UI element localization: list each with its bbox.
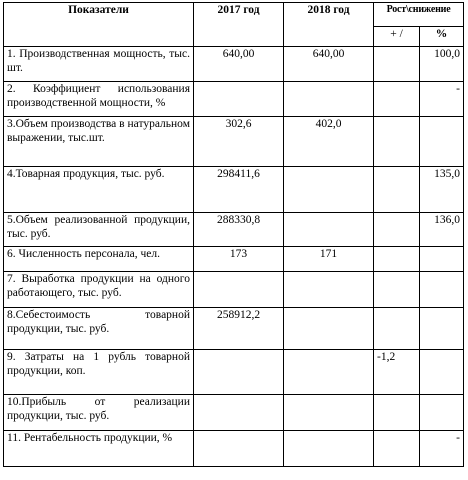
cell-abs-change bbox=[374, 431, 420, 467]
table-row bbox=[4, 117, 464, 167]
cell-pct-change: - bbox=[420, 82, 464, 117]
cell-pct-change bbox=[420, 308, 464, 350]
table-row bbox=[4, 431, 464, 467]
table-row bbox=[4, 213, 464, 247]
cell-2018 bbox=[284, 395, 374, 431]
row-name: 8.Себестоимость товарной продукции, тыс. руб. bbox=[4, 308, 194, 350]
cell-pct-change bbox=[420, 395, 464, 431]
cell-2018: 402,0 bbox=[284, 117, 374, 167]
cell-2018: 171 bbox=[284, 247, 374, 272]
cell-abs-change bbox=[374, 47, 420, 82]
row-name: 7. Выработка продукции на одного работающего, тыс. руб. bbox=[4, 272, 194, 308]
row-name: 6. Численность персонала, чел. bbox=[4, 247, 194, 272]
cell-pct-change: 135,0 bbox=[420, 167, 464, 213]
cell-pct-change: - bbox=[420, 431, 464, 467]
cell-abs-change: -1,2 bbox=[374, 350, 420, 395]
cell-abs-change bbox=[374, 82, 420, 117]
row-name: 4.Товарная продукция, тыс. руб. bbox=[4, 167, 194, 213]
table-row bbox=[4, 82, 464, 117]
row-name: 5.Объем реализованной продукции, тыс. руб. bbox=[4, 213, 194, 247]
cell-pct-change: 100,0 bbox=[420, 47, 464, 82]
table-row bbox=[4, 247, 464, 272]
header-indicators: Показатели bbox=[4, 3, 194, 47]
row-name: 9. Затраты на 1 рубль товарной продукции, коп. bbox=[4, 350, 194, 395]
indicators-table-container bbox=[3, 2, 464, 467]
cell-2018 bbox=[284, 213, 374, 247]
cell-2018: 640,00 bbox=[284, 47, 374, 82]
cell-2017: 173 bbox=[194, 247, 284, 272]
header-row bbox=[4, 3, 464, 27]
cell-2018 bbox=[284, 431, 374, 467]
header-growth: Рост\снижение bbox=[374, 3, 464, 27]
indicators-table bbox=[3, 2, 464, 467]
cell-pct-change bbox=[420, 350, 464, 395]
cell-2018 bbox=[284, 308, 374, 350]
table-row bbox=[4, 272, 464, 308]
cell-2017: 640,00 bbox=[194, 47, 284, 82]
cell-pct-change bbox=[420, 272, 464, 308]
cell-pct-change bbox=[420, 117, 464, 167]
cell-2017 bbox=[194, 395, 284, 431]
cell-2017: 298411,6 bbox=[194, 167, 284, 213]
cell-2018 bbox=[284, 350, 374, 395]
cell-2018 bbox=[284, 272, 374, 308]
cell-2017: 302,6 bbox=[194, 117, 284, 167]
row-name: 10.Прибыль от реализации продукции, тыс. руб. bbox=[4, 395, 194, 431]
cell-abs-change bbox=[374, 395, 420, 431]
cell-2017: 288330,8 bbox=[194, 213, 284, 247]
table-row bbox=[4, 395, 464, 431]
header-pct-change: % bbox=[420, 27, 464, 47]
table-row bbox=[4, 308, 464, 350]
cell-abs-change bbox=[374, 308, 420, 350]
row-name: 2. Коэффициент использования производственной мощности, % bbox=[4, 82, 194, 117]
cell-2018 bbox=[284, 167, 374, 213]
cell-2017 bbox=[194, 350, 284, 395]
cell-abs-change bbox=[374, 117, 420, 167]
header-2018: 2018 год bbox=[284, 3, 374, 47]
header-abs-change: + / bbox=[374, 27, 420, 47]
cell-2017 bbox=[194, 272, 284, 308]
cell-2018 bbox=[284, 82, 374, 117]
row-name: 11. Рентабельность продукции, % bbox=[4, 431, 194, 467]
row-name: 3.Объем производства в натуральном выражении, тыс.шт. bbox=[4, 117, 194, 167]
header-2017: 2017 год bbox=[194, 3, 284, 47]
cell-2017: 258912,2 bbox=[194, 308, 284, 350]
cell-pct-change: 136,0 bbox=[420, 213, 464, 247]
table-row bbox=[4, 167, 464, 213]
cell-abs-change bbox=[374, 247, 420, 272]
table-row bbox=[4, 350, 464, 395]
cell-2017 bbox=[194, 82, 284, 117]
cell-pct-change bbox=[420, 247, 464, 272]
cell-abs-change bbox=[374, 272, 420, 308]
cell-abs-change bbox=[374, 213, 420, 247]
cell-abs-change bbox=[374, 167, 420, 213]
cell-2017 bbox=[194, 431, 284, 467]
table-row bbox=[4, 47, 464, 82]
row-name: 1. Производственная мощность, тыс. шт. bbox=[4, 47, 194, 82]
